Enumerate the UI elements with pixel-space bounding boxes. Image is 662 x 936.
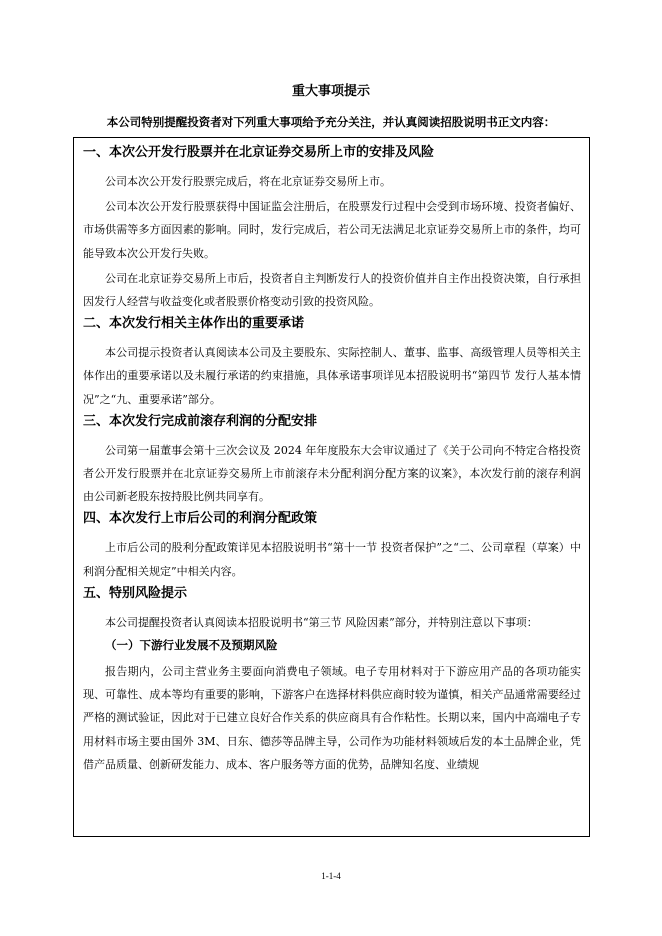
section-5-paragraph-1: 本公司提醒投资者认真阅读本招股说明书“第三节 风险因素”部分，并特别注意以下事项：: [105, 615, 538, 629]
section-heading-3: 三、本次发行完成前滚存利润的分配安排: [83, 413, 318, 429]
section-1-paragraph-2: 公司本次公开发行股票获得中国证监会注册后，在股票发行过程中会受到市场环境、投资者偏好、市场供需等多方面因素的影响。同时，发行完成后，若公司无法满足北京证券交易所上市的条件，均可能导致本次公开发行失败。: [83, 200, 581, 260]
section-1-paragraph-3: 公司在北京证券交易所上市后，投资者自主判断发行人的投资价值并自主作出投资决策，自行承担因发行人经营与收益变化或者股票价格变动引致的投资风险。: [83, 271, 581, 309]
section-heading-1: 一、本次公开发行股票并在北京证券交易所上市的安排及风险: [83, 145, 435, 160]
section-heading-5: 五、特别风险提示: [83, 585, 188, 601]
subsection-1-paragraph-1: 报告期内，公司主营业务主要面向消费电子领域。电子专用材料对于下游应用产品的各项功能实现、可靠性、成本等均有重要的影响，下游客户在选择材料供应商时较为谨慎，相关产品通常需要经过严格的测试验证，因此对于已建立良好合作关系的供应商具有合作粘性。长期以来，国内中高端电子专用材料市场主要由国外 3M、日东、德莎等品牌主导，公司作为功能材料领域后发的本土品牌企业，凭借产品质量、创新研发能力、成本、客户服务等方面的优势，品牌知名度、业绩规: [83, 665, 581, 771]
section-4-paragraph-1: 上市后公司的股利分配政策详见本招股说明书“第十一节 投资者保护”之“二、公司章程（草案）中利润分配相关规定”中相关内容。: [83, 541, 581, 578]
section-heading-4: 四、本次发行上市后公司的利润分配政策: [83, 511, 318, 527]
page-number: 1-1-4: [321, 871, 341, 881]
page-subtitle: 本公司特别提醒投资者对下列重大事项给予充分关注，并认真阅读招股说明书正文内容：: [106, 115, 556, 129]
section-1-paragraph-1: 公司本次公开发行股票完成后，将在北京证券交易所上市。: [105, 175, 391, 188]
section-3-paragraph-1: 公司第一届董事会第十三次会议及 2024 年年度股东大会审议通过了《关于公司向不特定合格投资者公开发行股票并在北京证券交易所上市前滚存未分配利润分配方案的议案》，本次发行前的滚存利润由公司新老股东按持股比例共同享有。: [83, 443, 581, 504]
section-heading-2: 二、本次发行相关主体作出的重要承诺: [83, 316, 305, 332]
page-title: 重大事项提示: [291, 84, 370, 99]
subsection-heading-1: （一）下游行业发展不及预期风险: [105, 638, 278, 653]
content-box: [73, 137, 590, 837]
section-2-paragraph-1: 本公司提示投资者认真阅读本公司及主要股东、实际控制人、董事、监事、高级管理人员等相关主体作出的重要承诺以及未履行承诺的约束措施，具体承诺事项详见本招股说明书“第四节 发行人基本情况”之“九、重要承诺”部分。: [83, 346, 581, 406]
